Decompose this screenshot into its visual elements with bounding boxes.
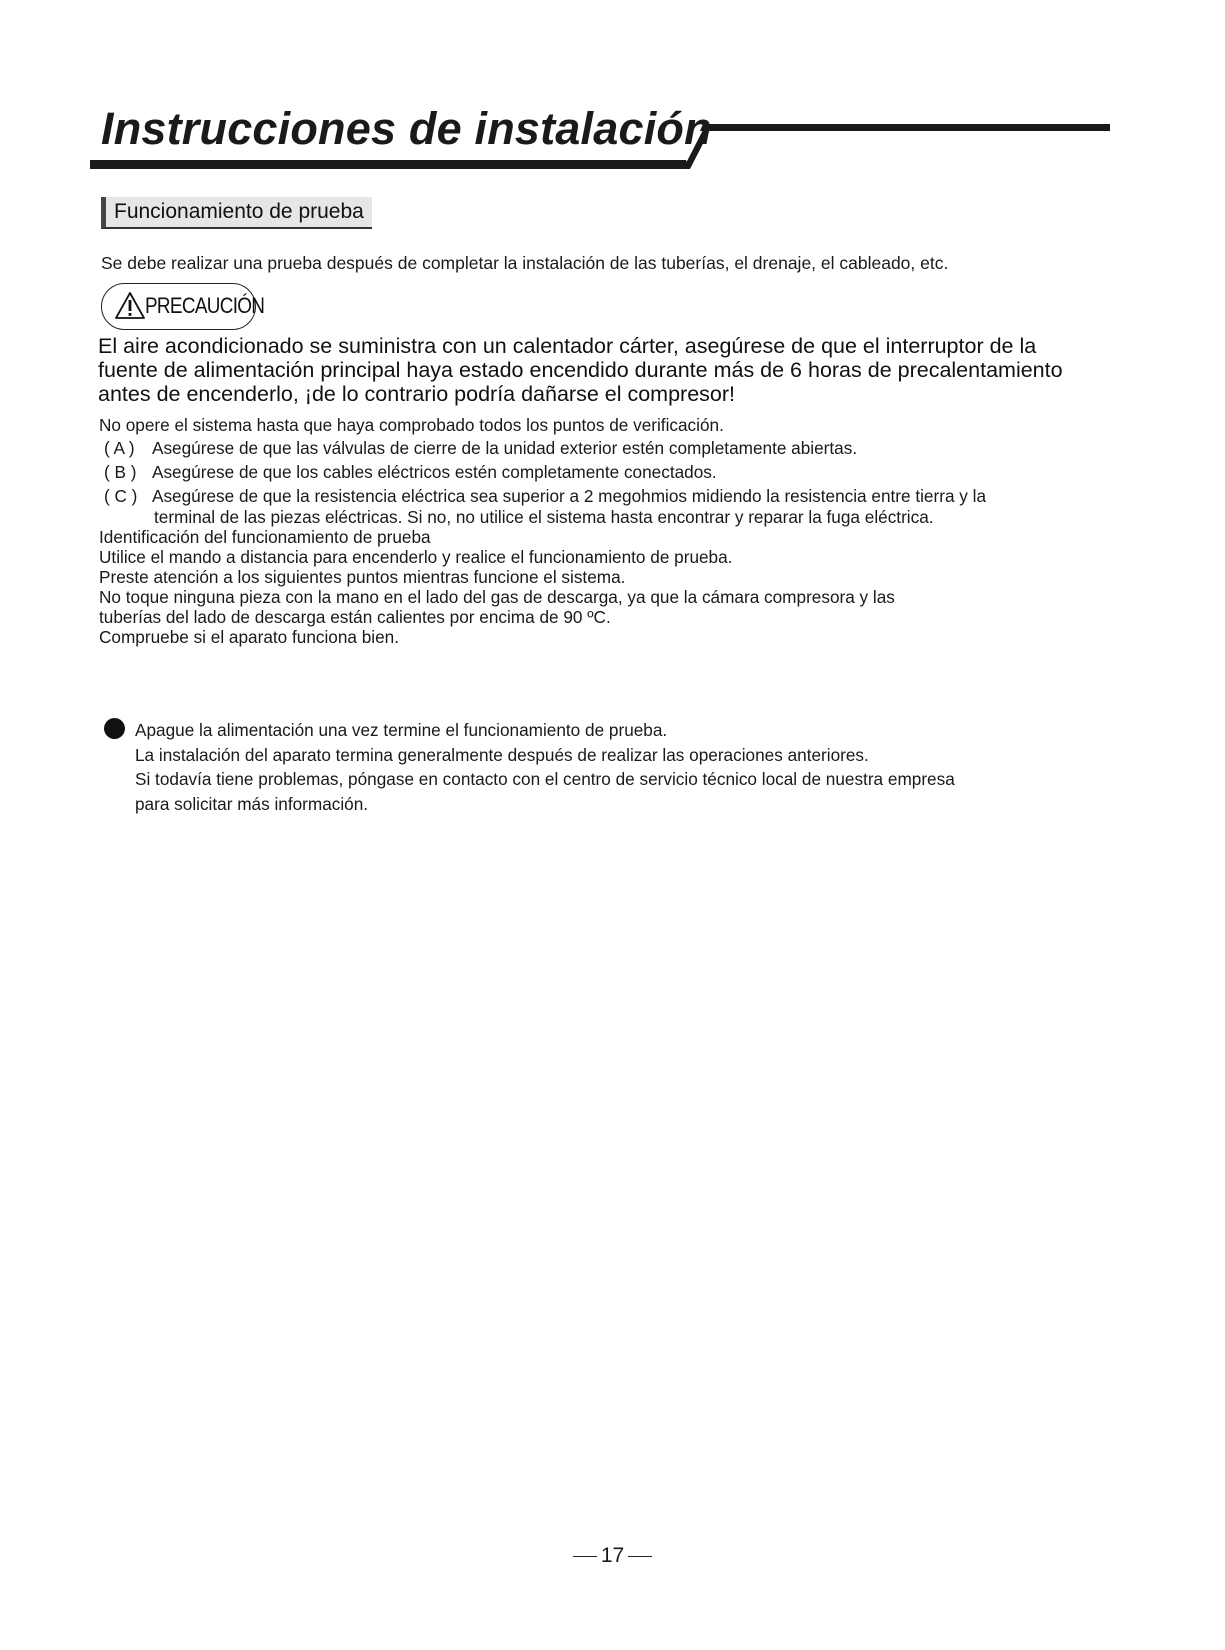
final-line: para solicitar más información. — [135, 794, 369, 814]
page-number-dash-left — [573, 1556, 597, 1558]
warning-line: fuente de alimentación principal haya estado encendido durante más de 6 horas de precalentamiento — [98, 358, 1063, 382]
page-header — [0, 0, 1225, 180]
test-line: tuberías del lado de descarga están calientes por encima de 90 ºC. — [99, 607, 611, 627]
final-line: Apague la alimentación una vez termine el funcionamiento de prueba. — [135, 720, 668, 740]
caution-badge — [101, 283, 265, 330]
page-number — [0, 1544, 1225, 1568]
header-upper-rule — [700, 124, 1110, 131]
warning-line: El aire acondicionado se suministra con un calentador cárter, asegúrese de que el interruptor de la — [98, 334, 1037, 358]
page-number-dash-right — [628, 1556, 652, 1558]
page-number-value: 17 — [600, 1544, 625, 1567]
warning-line: antes de encenderlo, ¡de lo contrario podría dañarse el compresor! — [98, 382, 736, 406]
warning-triangle-icon — [114, 291, 146, 321]
final-line: La instalación del aparato termina generalmente después de realizar las operaciones anteriores. — [135, 745, 869, 765]
check-label-a: ( A ) — [104, 438, 135, 458]
section-heading: Funcionamiento de prueba — [101, 197, 372, 229]
check-a-text: Asegúrese de que las válvulas de cierre de la unidad exterior estén completamente abiertas. — [152, 438, 858, 458]
check-c-text: terminal de las piezas eléctricas. Si no, no utilice el sistema hasta encontrar y reparar la fuga eléctrica. — [154, 507, 934, 527]
check-label-b: ( B ) — [104, 462, 137, 482]
check-b-text: Asegúrese de que los cables eléctricos estén completamente conectados. — [152, 462, 717, 482]
test-line: No toque ninguna pieza con la mano en el lado del gas de descarga, ya que la cámara compresora y las — [99, 587, 895, 607]
test-line: Identificación del funcionamiento de prueba — [99, 527, 431, 547]
test-line: Preste atención a los siguientes puntos mientras funcione el sistema. — [99, 567, 626, 587]
test-line: Compruebe si el aparato funciona bien. — [99, 627, 400, 647]
page-title: Instrucciones de instalación — [101, 103, 712, 154]
check-label-c: ( C ) — [104, 486, 138, 506]
header-lower-rule — [90, 160, 690, 169]
caution-label: PRECAUCIÓN — [145, 293, 265, 318]
check-c-text: Asegúrese de que la resistencia eléctrica sea superior a 2 megohmios midiendo la resistencia entre tierra y la — [152, 486, 987, 506]
bullet-dot — [104, 718, 125, 739]
final-line: Si todavía tiene problemas, póngase en contacto con el centro de servicio técnico local de nuestra empresa — [135, 769, 955, 789]
test-line: Utilice el mando a distancia para encenderlo y realice el funcionamiento de prueba. — [99, 547, 733, 567]
intro-text: Se debe realizar una prueba después de completar la instalación de las tuberías, el drenaje, el cableado, etc. — [101, 253, 949, 273]
checks-intro: No opere el sistema hasta que haya comprobado todos los puntos de verificación. — [99, 415, 724, 435]
